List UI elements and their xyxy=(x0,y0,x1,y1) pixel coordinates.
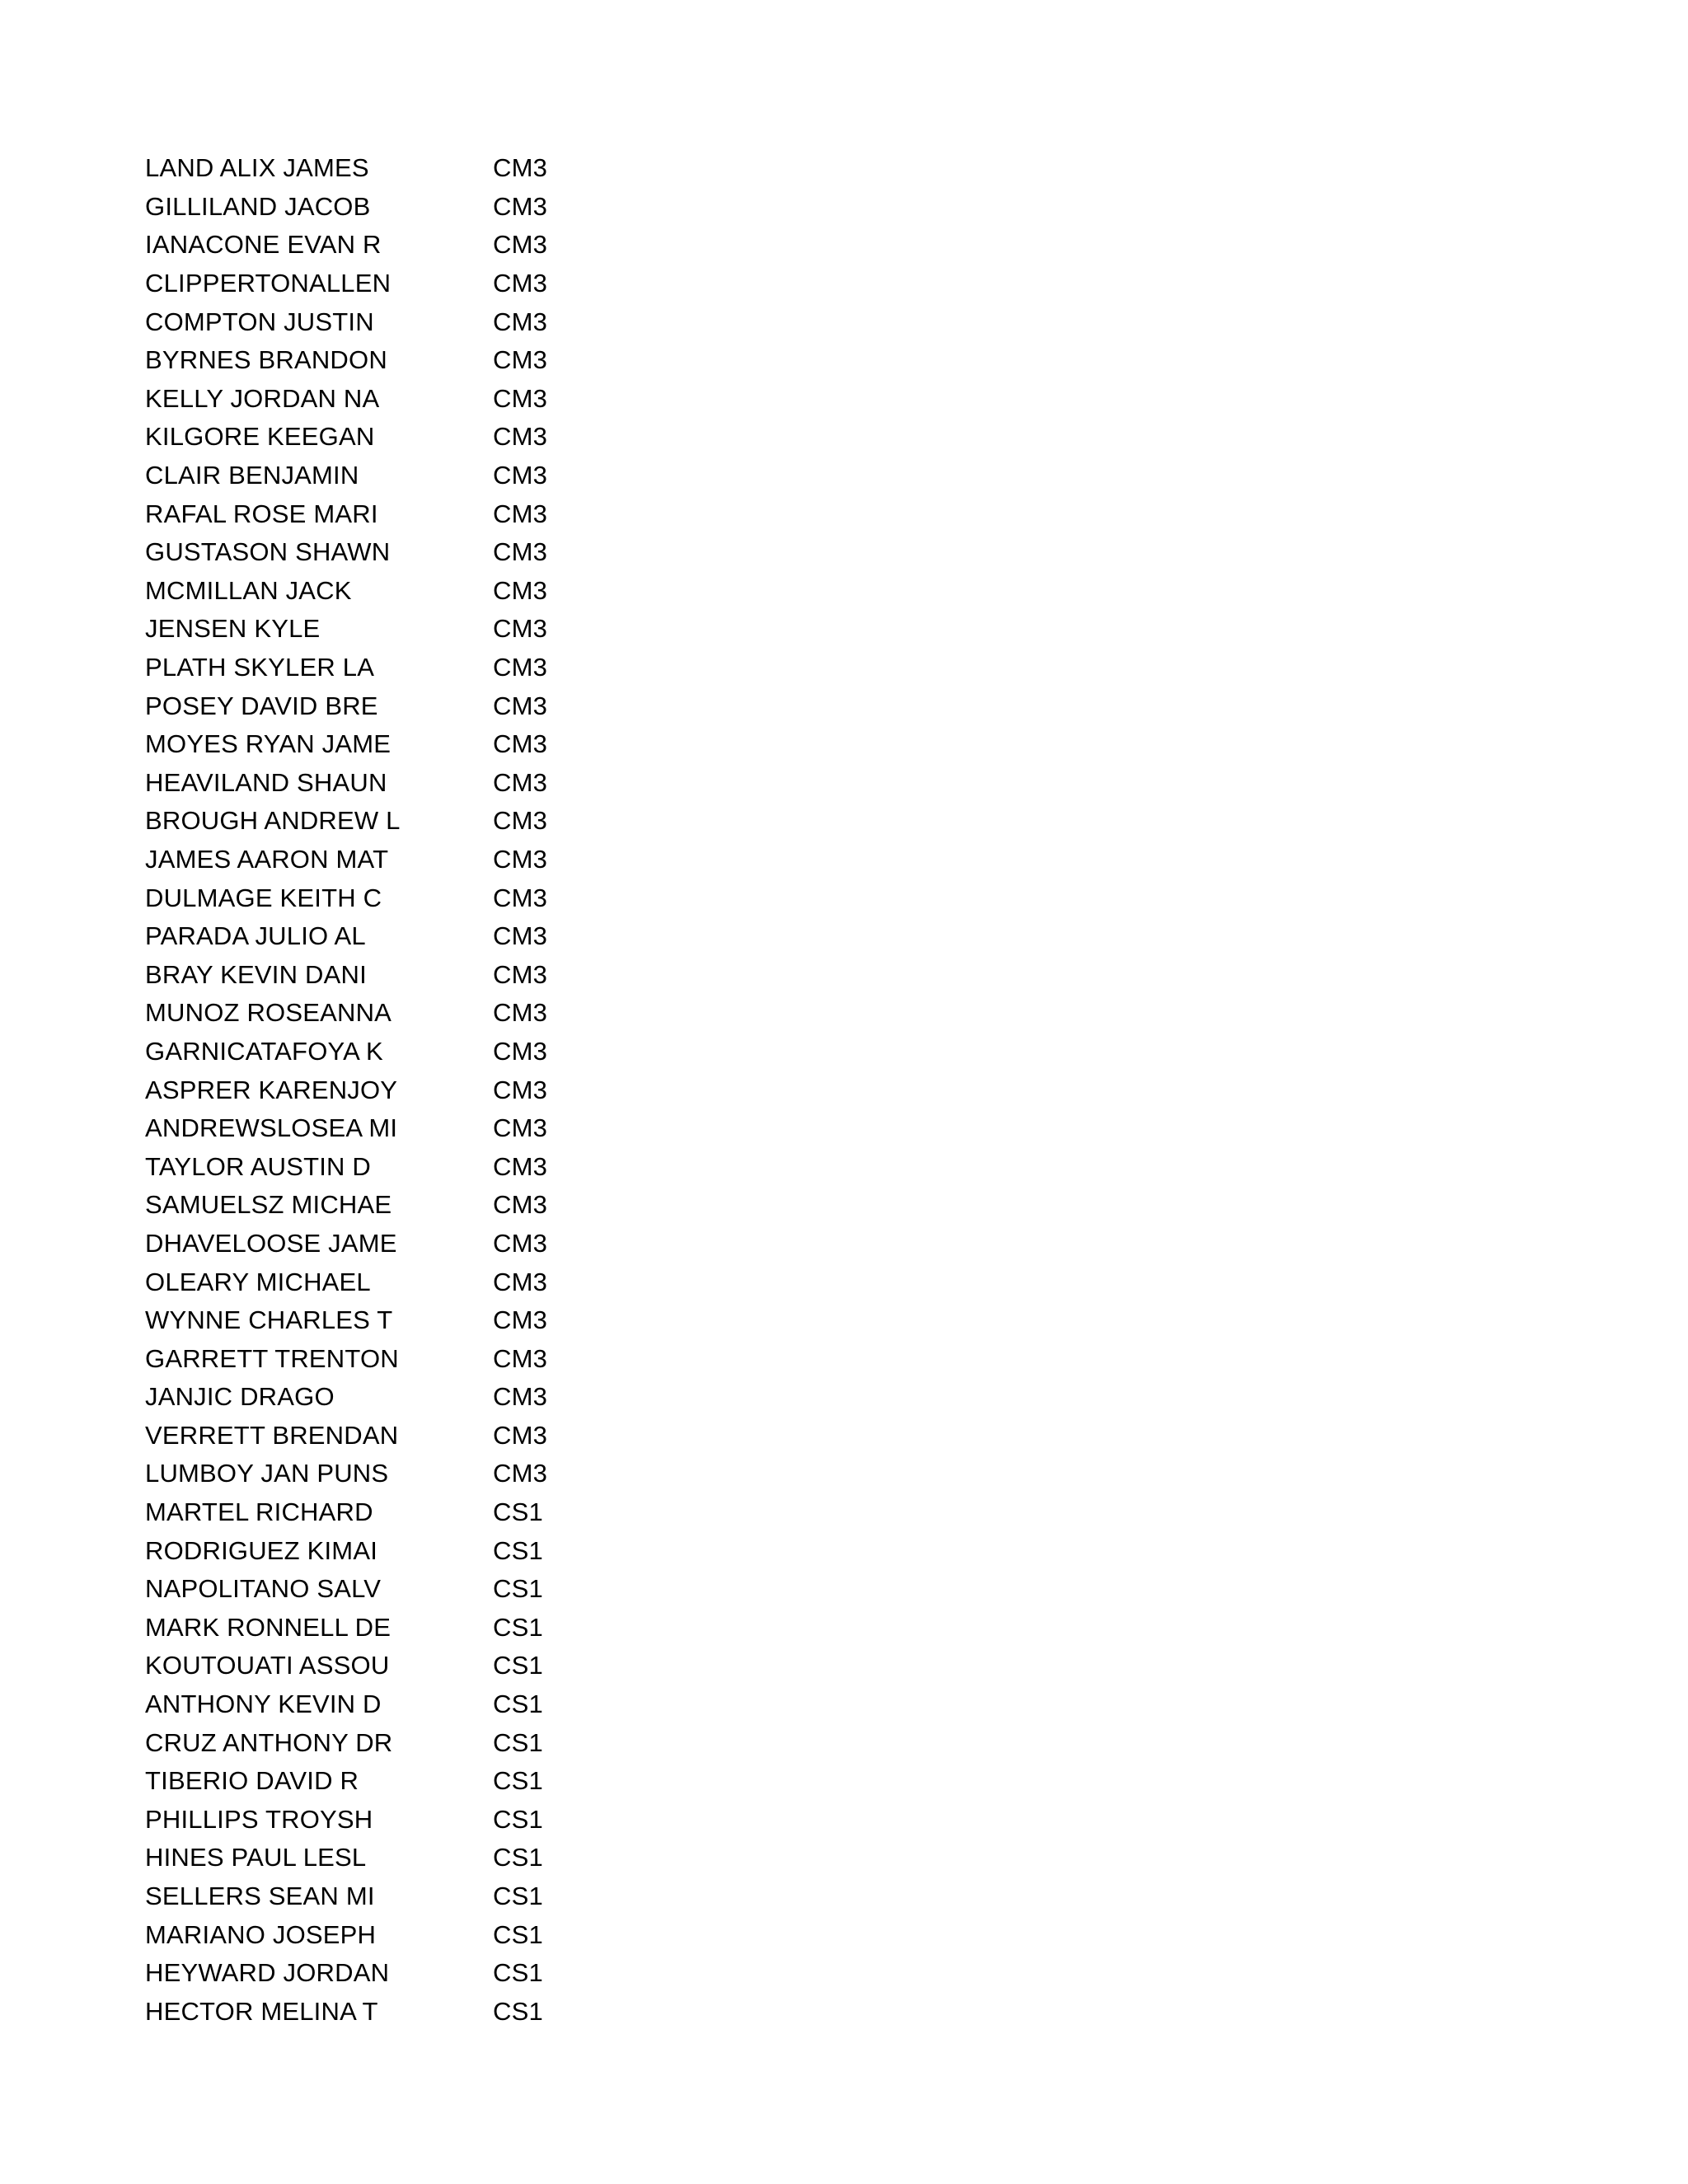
member-name: COMPTON JUSTIN xyxy=(145,307,374,336)
table-row xyxy=(145,1993,640,2032)
member-rate: CS1 xyxy=(493,1651,543,1680)
member-name: ANDREWSLOSEA MI xyxy=(145,1113,398,1143)
member-name: GILLILAND JACOB xyxy=(145,191,371,221)
member-rate: CS1 xyxy=(493,1574,543,1604)
member-rate: CM3 xyxy=(493,1151,548,1181)
member-name: HEAVILAND SHAUN xyxy=(145,767,387,797)
member-rate: CM3 xyxy=(493,153,548,183)
member-rate: CM3 xyxy=(493,230,548,260)
member-rate: CM3 xyxy=(493,1382,548,1412)
member-rate: CS1 xyxy=(493,1958,543,1988)
member-rate: CS1 xyxy=(493,1612,543,1642)
table-row xyxy=(145,1147,640,1186)
member-name: KILGORE KEEGAN xyxy=(145,422,375,452)
table-row xyxy=(145,1109,640,1148)
table-row xyxy=(145,1685,640,1724)
member-rate: CS1 xyxy=(493,1497,543,1527)
member-name: MOYES RYAN JAME xyxy=(145,729,392,759)
table-row xyxy=(145,1417,640,1455)
member-name: PHILLIPS TROYSH xyxy=(145,1804,373,1834)
member-name: HEYWARD JORDAN xyxy=(145,1958,390,1988)
member-rate: CM3 xyxy=(493,537,548,567)
member-name: BRAY KEVIN DANI xyxy=(145,959,367,989)
member-rate: CM3 xyxy=(493,461,548,490)
member-name: IANACONE EVAN R xyxy=(145,230,382,260)
table-row xyxy=(145,1263,640,1301)
member-rate: CM3 xyxy=(493,1228,548,1258)
member-rate: CS1 xyxy=(493,1727,543,1757)
member-name: RAFAL ROSE MARI xyxy=(145,499,378,528)
member-rate: CM3 xyxy=(493,191,548,221)
member-name: KELLY JORDAN NA xyxy=(145,383,380,413)
member-rate: CM3 xyxy=(493,1075,548,1104)
member-rate: CM3 xyxy=(493,1420,548,1450)
member-rate: CM3 xyxy=(493,1190,548,1220)
member-name: RODRIGUEZ KIMAI xyxy=(145,1535,378,1565)
member-name: NAPOLITANO SALV xyxy=(145,1574,382,1604)
table-row xyxy=(145,1609,640,1647)
member-rate: CM3 xyxy=(493,959,548,989)
member-name: MCMILLAN JACK xyxy=(145,575,352,605)
member-name: PLATH SKYLER LA xyxy=(145,653,375,682)
member-rate: CM3 xyxy=(493,1113,548,1143)
member-name: ANTHONY KEVIN D xyxy=(145,1690,382,1719)
member-rate: CM3 xyxy=(493,422,548,452)
table-row xyxy=(145,149,640,188)
table-row xyxy=(145,1647,640,1685)
member-rate: CM3 xyxy=(493,269,548,298)
table-row xyxy=(145,1915,640,1954)
member-name: WYNNE CHARLES T xyxy=(145,1305,393,1335)
member-name: SELLERS SEAN MI xyxy=(145,1882,375,1911)
table-row xyxy=(145,494,640,533)
member-name: CRUZ ANTHONY DR xyxy=(145,1727,393,1757)
member-name: CLAIR BENJAMIN xyxy=(145,461,359,490)
member-rate: CM3 xyxy=(493,499,548,528)
table-row xyxy=(145,572,640,611)
table-row xyxy=(145,188,640,227)
member-name: GARRETT TRENTON xyxy=(145,1343,399,1373)
member-rate: CS1 xyxy=(493,1804,543,1834)
member-rate: CS1 xyxy=(493,1766,543,1796)
table-row xyxy=(145,610,640,649)
table-row xyxy=(145,457,640,495)
table-row xyxy=(145,418,640,457)
member-rate: CM3 xyxy=(493,844,548,874)
table-row xyxy=(145,226,640,265)
member-name: HECTOR MELINA T xyxy=(145,1996,378,2026)
member-rate: CM3 xyxy=(493,1459,548,1488)
table-row xyxy=(145,1839,640,1877)
table-row xyxy=(145,1877,640,1916)
table-row xyxy=(145,725,640,764)
table-row xyxy=(145,533,640,572)
member-rate: CM3 xyxy=(493,806,548,836)
table-row xyxy=(145,764,640,803)
member-name: CLIPPERTONALLEN xyxy=(145,269,392,298)
member-rate: CM3 xyxy=(493,1343,548,1373)
member-name: POSEY DAVID BRE xyxy=(145,691,378,720)
member-rate: CS1 xyxy=(493,1843,543,1872)
member-rate: CM3 xyxy=(493,307,548,336)
member-rate: CM3 xyxy=(493,1036,548,1066)
member-name: GARNICATAFOYA K xyxy=(145,1036,383,1066)
table-row xyxy=(145,802,640,841)
member-name: ASPRER KARENJOY xyxy=(145,1075,398,1104)
member-rate: CM3 xyxy=(493,383,548,413)
table-row xyxy=(145,649,640,687)
member-rate: CS1 xyxy=(493,1535,543,1565)
member-name: LAND ALIX JAMES xyxy=(145,153,369,183)
table-row xyxy=(145,1186,640,1225)
table-row xyxy=(145,1225,640,1263)
member-rate: CM3 xyxy=(493,1305,548,1335)
member-name: MARTEL RICHARD xyxy=(145,1497,373,1527)
member-rate: CM3 xyxy=(493,345,548,375)
table-row xyxy=(145,1033,640,1071)
table-row xyxy=(145,841,640,879)
table-row xyxy=(145,1455,640,1493)
member-name: MARIANO JOSEPH xyxy=(145,1919,377,1949)
member-name: PARADA JULIO AL xyxy=(145,921,366,951)
member-rate: CM3 xyxy=(493,729,548,759)
member-name: BYRNES BRANDON xyxy=(145,345,387,375)
member-rate: CS1 xyxy=(493,1882,543,1911)
member-name: MARK RONNELL DE xyxy=(145,1612,392,1642)
table-row xyxy=(145,1801,640,1840)
member-name: KOUTOUATI ASSOU xyxy=(145,1651,390,1680)
table-row xyxy=(145,994,640,1033)
member-rate: CM3 xyxy=(493,691,548,720)
table-row xyxy=(145,1723,640,1762)
table-row xyxy=(145,341,640,380)
table-row xyxy=(145,1531,640,1570)
member-rate: CM3 xyxy=(493,883,548,912)
member-name: GUSTASON SHAWN xyxy=(145,537,391,567)
table-row xyxy=(145,1301,640,1340)
table-row xyxy=(145,302,640,341)
member-name: MUNOZ ROSEANNA xyxy=(145,998,392,1028)
member-rate: CM3 xyxy=(493,998,548,1028)
member-name: JAMES AARON MAT xyxy=(145,844,389,874)
member-name: SAMUELSZ MICHAE xyxy=(145,1190,392,1220)
table-row xyxy=(145,380,640,419)
member-rate: CM3 xyxy=(493,1267,548,1296)
member-name: DHAVELOOSE JAME xyxy=(145,1228,397,1258)
member-name: TIBERIO DAVID R xyxy=(145,1766,359,1796)
member-name: VERRETT BRENDAN xyxy=(145,1420,399,1450)
table-row xyxy=(145,1378,640,1417)
table-row xyxy=(145,265,640,303)
member-name: TAYLOR AUSTIN D xyxy=(145,1151,372,1181)
member-name: DULMAGE KEITH C xyxy=(145,883,382,912)
table-row xyxy=(145,1762,640,1801)
member-rate: CM3 xyxy=(493,653,548,682)
member-rate: CS1 xyxy=(493,1996,543,2026)
roster-list xyxy=(145,149,640,2031)
table-row xyxy=(145,1493,640,1532)
member-rate: CS1 xyxy=(493,1919,543,1949)
member-name: JANJIC DRAGO xyxy=(145,1382,335,1412)
table-row xyxy=(145,1954,640,1993)
member-rate: CS1 xyxy=(493,1690,543,1719)
member-name: HINES PAUL LESL xyxy=(145,1843,367,1872)
table-row xyxy=(145,879,640,917)
member-rate: CM3 xyxy=(493,921,548,951)
table-row xyxy=(145,1071,640,1109)
member-rate: CM3 xyxy=(493,575,548,605)
table-row xyxy=(145,687,640,725)
table-row xyxy=(145,1570,640,1609)
member-name: OLEARY MICHAEL xyxy=(145,1267,371,1296)
member-name: LUMBOY JAN PUNS xyxy=(145,1459,389,1488)
member-name: BROUGH ANDREW L xyxy=(145,806,401,836)
member-name: JENSEN KYLE xyxy=(145,614,321,644)
member-rate: CM3 xyxy=(493,614,548,644)
table-row xyxy=(145,1339,640,1378)
table-row xyxy=(145,917,640,956)
table-row xyxy=(145,955,640,994)
member-rate: CM3 xyxy=(493,767,548,797)
